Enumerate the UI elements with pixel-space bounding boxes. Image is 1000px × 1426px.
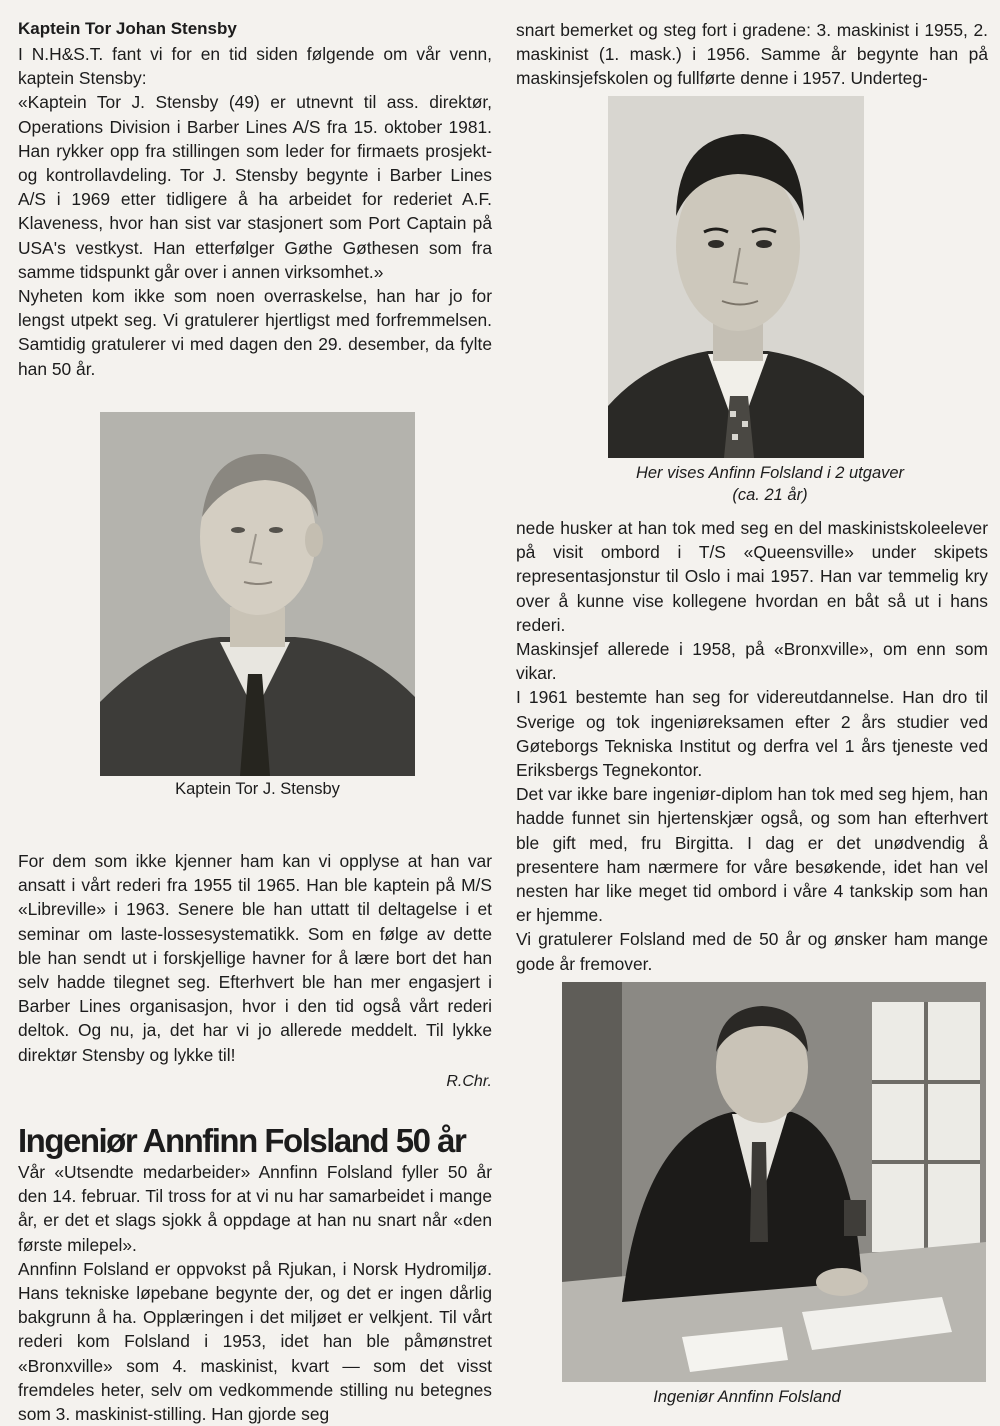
left-column [18, 18, 492, 381]
left-column-lower [18, 849, 492, 1091]
right-column-middle [516, 516, 988, 976]
folsland-background: Annfinn Folsland er oppvokst på Rjukan, i Norsk Hydromiljø. Hans tekniske løpebane begynte der, og det er ingen dårlig bakgrunn å ha. Opplæringen i det miljøet er velkjent. Til vårt rederi kom Folsland i 1953, idet han ble påmønstret «Bronxville» som 4. maskinist, kvart — som det visst fremdeles heter, selv om vedkommende stilling nu betegnes som 3. maskinist-stilling. Han gjorde seg [18, 1258, 492, 1425]
folsland-young-photo [608, 96, 864, 458]
stensby-intro: I N.H&S.T. fant vi for en tid siden følgende om vår venn, kaptein Stensby: [18, 44, 492, 89]
folsland-queensville: nede husker at han tok med seg en del maskinistskoleelever på visit ombord i T/S «Queensville» under skipets representasjonstur til Oslo i mai 1957. Han var temmelig kry over å kunne vise kollegene hvordan en båt så ut i hans rederi. [516, 518, 988, 635]
desk-illustration [562, 982, 986, 1382]
folsland-desk-caption: Ingeniør Annfinn Folsland [653, 1388, 841, 1406]
young-portrait-illustration [608, 96, 864, 458]
folsland-maskinsjef: Maskinsjef allerede i 1958, på «Bronxville», om enn som vikar. [516, 639, 988, 684]
stensby-photo-caption: Kaptein Tor J. Stensby [175, 780, 340, 798]
folsland-desk-photo [562, 982, 986, 1382]
folsland-young-caption-line2: (ca. 21 år) [732, 486, 808, 504]
folsland-diploma: Det var ikke bare ingeniør-diplom han tok med seg hjem, han hadde funnet sin hjertenskjær også, og som han efterhvert ble gift med, fru Birgitta. I dag er det unødvendig å presentere ham nærmere for våre besøkende, idet han vel nesten har like meget tid ombord i våre 4 tankskip som han er hjemme. [516, 784, 988, 926]
stensby-heading: Kaptein Tor Johan Stensby [18, 19, 237, 38]
folsland-heading: Ingeniør Annfinn Folsland 50 år [18, 1122, 466, 1159]
stensby-quote: «Kaptein Tor J. Stensby (49) er utnevnt til ass. direktør, Operations Division i Barber Lines A/S fra 15. oktober 1981. Han rykker opp fra stillingen som leder for firmaets prosjekt- og kontrollavdeling. Tor J. Stensby begynte i Barber Lines A/S i 1969 etter tidligere å ha arbeidet for rederiet A.F. Klaveness, hvor han sist var stasjonert som Port Captain på USA's vestkyst. Han etterfølger Gøthe Gøthesen som fra samme tidspunkt går over i annen virksomhet.» [18, 92, 492, 282]
portrait-illustration [100, 412, 415, 776]
folsland-young-caption [560, 462, 980, 506]
stensby-career: For dem som ikke kjenner ham kan vi opplyse at han var ansatt i vårt rederi fra 1955 til 1965. Han ble kaptein på M/S «Libreville» i 1963. Senere ble han uttatt til deltagelse i et seminar om laste-lossesystematikk. Som en følge av dette ble han sendt ut i forskjellige havner for å lære bort det han selv hadde tilegnet seg. Efterhvert ble han mer engasjert i Barber Lines organisasjon, hvor i den tid også vårt rederi deltok. Og nu, ja, det har vi jo allerede meddelt. Til lykke direktør Stensby og lykke til! [18, 851, 492, 1065]
right-column-top [516, 18, 988, 91]
folsland-intro: Vår «Utsendte medarbeider» Annfinn Folsland fyller 50 år den 14. februar. Til tross for at vi nu har samarbeidet i mange år, er det et slags sjokk å oppdage at han nu snart når «den første milepel». [18, 1162, 492, 1255]
stensby-photo [100, 412, 415, 776]
folsland-career-cont: snart bemerket og steg fort i gradene: 3. maskinist i 1955, 2. maskinist (1. mask.) i 1956. Samme år begynte han på maskinsjefskolen og fullførte denne i 1957. Underteg- [516, 20, 988, 89]
folsland-education: I 1961 bestemte han seg for videreutdannelse. Han dro til Sverige og tok ingeniøreksamen efter 2 års studier ved Gøteborgs Tekniska Institut og derfra vel 1 års tjeneste ved Eriksbergs Tegnekontor. [516, 687, 988, 781]
signature: R.Chr. [446, 1072, 492, 1090]
folsland-article-start [18, 1124, 492, 1426]
folsland-congratulations: Vi gratulerer Folsland med de 50 år og ønsker ham mange gode år fremover. [516, 929, 988, 974]
folsland-young-caption-line1: Her vises Anfinn Folsland i 2 utgaver [635, 464, 905, 482]
stensby-congratulation: Nyheten kom ikke som noen overraskelse, han har jo for lengst utpekt seg. Vi gratulerer hjertligst med forfremmelsen. Samtidig gratulerer vi med dagen den 29. desember, da fylte han 50 år. [18, 286, 492, 379]
